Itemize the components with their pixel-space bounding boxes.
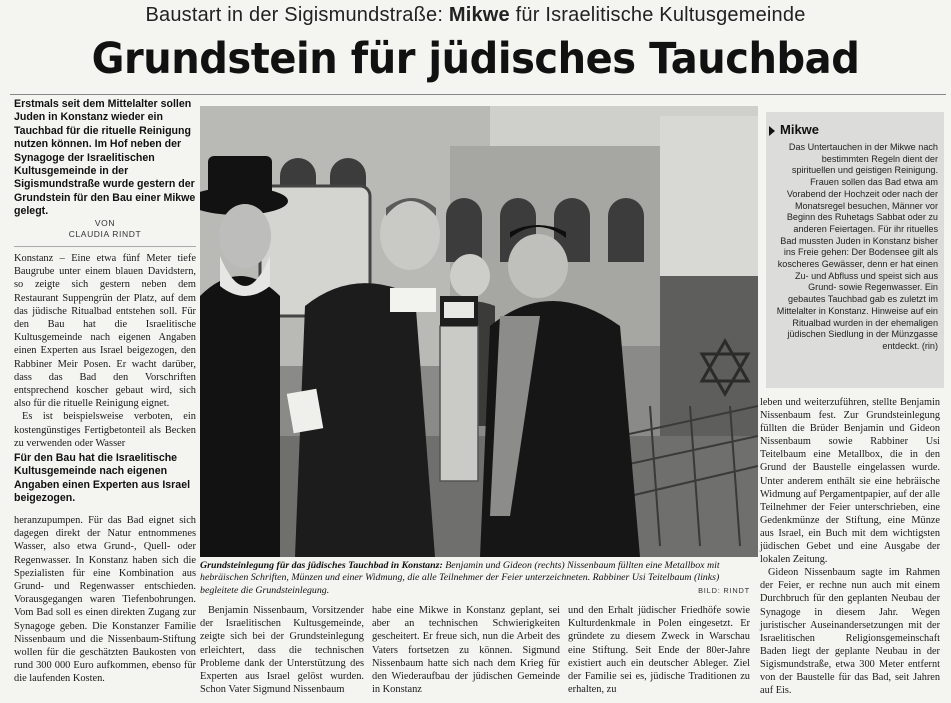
photo-credit: BILD: RINDT	[698, 586, 750, 595]
col1-paragraph-1: Konstanz – Eine etwa fünf Meter tiefe Baugrube unter einem blauen Davidstern, so zeigte sich gestern neben dem Restaurant Suppengrün der Platz, auf dem das jüdische Ritualbad entstehen soll. Für den Bau hat die Israelitische Kultusgemeinde nach eigenen Angaben einen Experten aus Israel beigezogen, den Rabbiner Meir Posen. Er wacht darüber, dass das Bad den Vorschriften entsprechend koscher gebaut wird, sich also für die rituelle Reinigung eignet.	[14, 253, 196, 410]
column-3	[372, 604, 560, 696]
col1-subhead: Für den Bau hat die Israelitische Kultusgemeinde nach eigenen Angaben einen Experten aus Israel beigezogen.	[14, 452, 191, 505]
col4-paragraph: und den Erhalt jüdischer Friedhöfe sowie Kulturdenkmale in Polen eingesetzt. Er gründete zu diesem Zweck in Warschau eine Stiftung. Seit Ende der 80er-Jahre existiert auch ein deutscher Ableger. Ziel der Familie sei es, jüdische Traditionen zu erhalten, zu	[568, 605, 750, 696]
col3-paragraph: habe eine Mikwe in Konstanz geplant, sei aber an technischen Schwierigkeiten gescheitert. Er freue sich, nun die Arbeit des Vaters fortsetzen zu können. Sigmund Nissenbaum hatte sich nach dem Krieg für den Wiederaufbau der jüdischen Gemeinde in Konstanz	[372, 605, 560, 696]
info-box-title: Mikwe	[780, 122, 820, 137]
kicker-bold: Mikwe	[448, 4, 510, 26]
column-1	[14, 252, 196, 450]
byline-divider	[14, 246, 196, 247]
col1-paragraph-3: heranzupumpen. Für das Bad eignet sich dagegen direkt der Natur entnommenes Wasser, also etwa Grund-, Quell- oder Regenwasser. In Konstanz haben sich die Spezialisten für eine Kombination aus Grund- und Regenwasser entschieden. Vorausgegangen waren Tiefenbohrungen. Vom Bad soll es einen direkten Zugang zur Synagoge geben. Die Konstanzer Familie Nissenbaum und die Nissenbaum-Stiftung wollen für die geschätzten Baukosten von rund 300 000 Euro aufkommen, ebenso für die laufenden Kosten.	[14, 515, 196, 685]
lead-paragraph: Erstmals seit dem Mittelalter sollen Juden in Konstanz wieder ein Tauchbad für die rituelle Reinigung nutzen können. Im Hof neben der Synagoge der Israelitischen Kultusgemeinde in der Sigismundstraße wurde gestern der Grundstein für den Bau einer Mikwe gelegt.	[14, 98, 196, 218]
col1-continued	[14, 514, 196, 686]
info-box-text: Das Untertauchen in der Mikwe nach bestimmten Regeln dient der spirituellen und geistigen Reinigung. Frauen sollen das Bad etwa am Vorabend der Hochzeit oder nach der Monatsregel besuchen, Männer vor Beginn des Ruhetags Sabbat oder zu anderen Feiertagen. Für ihr rituelles Bad mussten Juden in Konstanz bisher ins Freie gehen: Der Bodensee gilt als koscheres Gewässer, denn er hat einen Zu- und Abfluss und speist sich aus Grund- sowie Regenwasser. Ein gebautes Tauchbad gab es zuletzt im Mittelalter in Konstanz. Hinweise auf ein Ritualbad wurden in der ehemaligen jüdischen Siedlung in der Münzgasse entdeckt. (rin)	[776, 142, 938, 351]
col5-paragraph-1: leben und weiterzuführen, stellte Benjamin Nissenbaum fest. Zur Grundsteinlegung füllten die Brüder Benjamin und Gideon Nissenbaum sowie Rabbiner Usi Teitelbaum eine Metallbox, die in den Grund der Baustelle eingelassen wurde. Unter anderem enthält sie eine hebräische Widmung auf Pergamentpapier, auf der alle Teilnehmer der Feier unterschrieben, eine Gedenkmünze der Stiftung, eine Münze aus Israel, ein Buch mit dem wichtigsten jüdischen Gebet und eine Ausgabe der lokalen Zeitung.	[760, 397, 940, 566]
headline: Grundstein für jüdisches Tauchbad	[91, 34, 860, 84]
photo-illustration	[200, 106, 758, 557]
column-4	[568, 604, 750, 696]
byline-von: VON	[94, 218, 116, 228]
column-5	[760, 396, 940, 697]
kicker-pre: Baustart in der Sigismundstraße:	[145, 4, 449, 26]
byline	[14, 218, 196, 240]
caption-text: Benjamin und Gideon (rechts) Nissenbaum füllten eine Metallbox mit hebräischen Schriften, Münzen und einer Widmung, die alle Teilnehmer der Feier unterzeichneten. Rabbiner Usi Teitelbaum (links) begleitete die Grundsteinlegung.	[200, 560, 720, 596]
divider	[10, 94, 946, 95]
col2-paragraph: Benjamin Nissenbaum, Vorsitzender der Israelitischen Kultusgemeinde, zeigte sich bei der Grundsteinlegung erleichtert, dass die technischen Probleme dank der Unterstützung des Experten aus Israel gelöst wurden. Schon Vater Sigmund Nissenbaum	[200, 605, 364, 696]
kicker-post: für Israelitische Kultusgemeinde	[509, 4, 806, 26]
kicker-line	[0, 4, 951, 27]
column-2	[200, 604, 364, 696]
byline-author: CLAUDIA RINDT	[68, 229, 142, 239]
col1-paragraph-2: Es ist beispielsweise verboten, ein kostengünstiges Fertigbetonteil als Becken zu verwenden oder Wasser	[14, 411, 196, 449]
caption-lead: Grundsteinlegung für das jüdisches Tauchbad in Konstanz:	[200, 560, 446, 571]
news-photo	[200, 106, 758, 557]
box-arrow-icon	[769, 126, 775, 136]
col5-paragraph-2: Gideon Nissenbaum sagte im Rahmen der Feier, er rechne nun auch mit einem Durchbruch für den geplanten Neubau der Synagoge in diesem Jahr. Wegen juristischer Auseinandersetzungen mit der Israelitischen Religionsgemeinschaft Baden liegt der geplante Neubau in der Sigismundstraße, etwa 300 Meter entfernt von der Baustelle für das Bad, seit Jahren auf Eis.	[760, 567, 940, 697]
